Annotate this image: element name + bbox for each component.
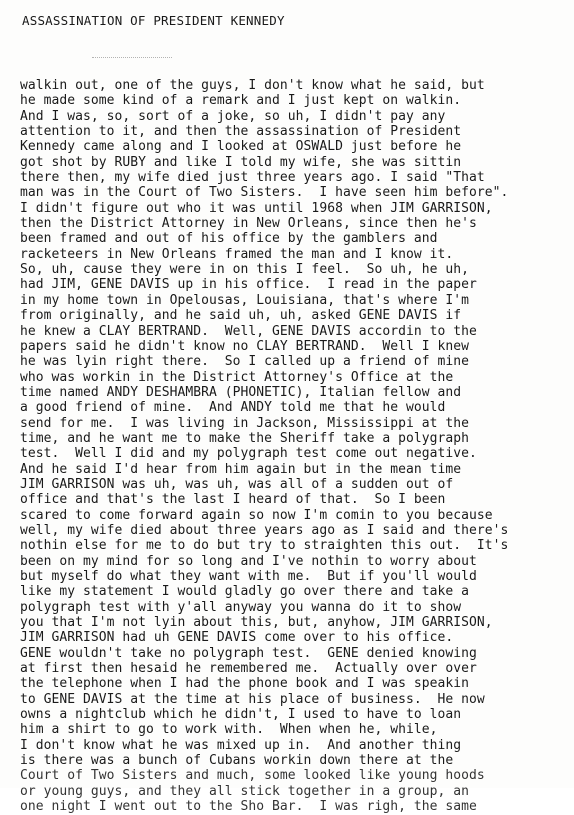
text-line: is there was a bunch of Cubans workin down there at the <box>20 753 454 769</box>
text-line: So, uh, cause they were in on this I feel. So uh, he uh, <box>20 262 469 278</box>
text-line: he knew a CLAY BERTRAND. Well, GENE DAVIS accordin to the <box>20 323 477 339</box>
text-line: the telephone when I had the phone book and I was speakin <box>20 676 469 692</box>
text-line: And he said I'd hear from him again but in the mean time <box>20 461 462 477</box>
text-line: to GENE DAVIS at the time at his place of business. He now <box>20 691 485 707</box>
text-line: there then, my wife died just three years ago. I said "That <box>20 170 485 186</box>
text-line: but myself do what they want with me. But if you'll would <box>20 569 477 584</box>
text-line: he made some kind of a remark and I just kept on walkin. <box>20 93 462 109</box>
text-line: Kennedy came along and I looked at OSWALD just before he <box>20 139 462 155</box>
text-line: racketeers in New Orleans framed the man and I know it. <box>20 246 454 262</box>
text-line: then the District Attorney in New Orleans, since then he's <box>20 216 477 232</box>
text-line: scared to come forward again so now I'm comin to you because <box>20 507 493 523</box>
text-line: been framed and out of his office by the gamblers and <box>20 231 438 247</box>
page-header: ASSASSINATION OF PRESIDENT KENNEDY <box>22 13 285 28</box>
text-line: who was workin in the District Attorney's Office at the <box>20 369 454 385</box>
text-line: attention to it, and then the assassination of President <box>20 124 462 140</box>
text-line: you that I'm not lyin about this, but, anyhow, JIM GARRISON, <box>20 615 493 631</box>
text-line: had JIM, GENE DAVIS up in his office. I read in the paper <box>20 277 477 293</box>
text-line: he was lyin right there. So I called up a friend of mine <box>20 354 469 370</box>
text-line: in my home town in Opelousas, Louisiana, that's where I'm <box>20 292 469 308</box>
text-line: got shot by RUBY and like I told my wife, she was sittin <box>20 154 462 170</box>
text-line: walkin out, one of the guys, I don't know what he said, but <box>20 78 485 93</box>
text-line: him a shirt to go to work with. When when he, while, <box>20 722 438 738</box>
transcript-body <box>20 78 572 815</box>
text-line: at first then hesaid he remembered me. Actually over over <box>20 661 477 677</box>
text-line: nothin else for me to do but try to straighten this out. It's <box>20 538 509 554</box>
text-line: test. Well I did and my polygraph test come out negative. <box>20 446 477 462</box>
scan-smudge <box>92 57 172 62</box>
text-line: send for me. I was living in Jackson, Mississippi at the <box>20 415 469 431</box>
text-line: or young guys, and they all stick together in a group, an <box>20 783 469 799</box>
text-line: like my statement I would gladly go over there and take a <box>20 584 469 600</box>
text-line: man was in the Court of Two Sisters. I have seen him before". <box>20 185 509 201</box>
text-line: papers said he didn't know no CLAY BERTRAND. Well I knew <box>20 338 469 354</box>
text-line: a good friend of mine. And ANDY told me that he would <box>20 400 446 416</box>
text-line: time named ANDY DESHAMBRA (PHONETIC), Italian fellow and <box>20 384 462 400</box>
text-line: one night I went out to the Sho Bar. I was righ, the same <box>20 799 477 815</box>
text-line: time, and he want me to make the Sheriff take a polygraph <box>20 430 469 446</box>
text-line: well, my wife died about three years ago as I said and there's <box>20 522 509 538</box>
text-line: GENE wouldn't take no polygraph test. GENE denied knowing <box>20 645 477 661</box>
text-line: I didn't figure out who it was until 1968 when JIM GARRISON, <box>20 200 493 216</box>
text-line: And I was, so, sort of a joke, so uh, I didn't pay any <box>20 108 446 124</box>
text-line: office and that's the last I heard of that. So I been <box>20 492 446 508</box>
text-line: I don't know what he was mixed up in. And another thing <box>20 737 462 753</box>
text-line: owns a nightclub which he didn't, I used to have to loan <box>20 707 462 723</box>
text-line: from originally, and he said uh, uh, asked GENE DAVIS if <box>20 308 462 324</box>
text-line: Court of Two Sisters and much, some looked like young hoods <box>20 768 485 784</box>
text-line: been on my mind for so long and I've nothin to worry about <box>20 553 477 569</box>
text-line: polygraph test with y'all anyway you wanna do it to show <box>20 599 462 615</box>
text-line: JIM GARRISON was uh, was uh, was all of a sudden out of <box>20 476 454 492</box>
text-line: JIM GARRISON had uh GENE DAVIS come over to his office. <box>20 630 454 646</box>
